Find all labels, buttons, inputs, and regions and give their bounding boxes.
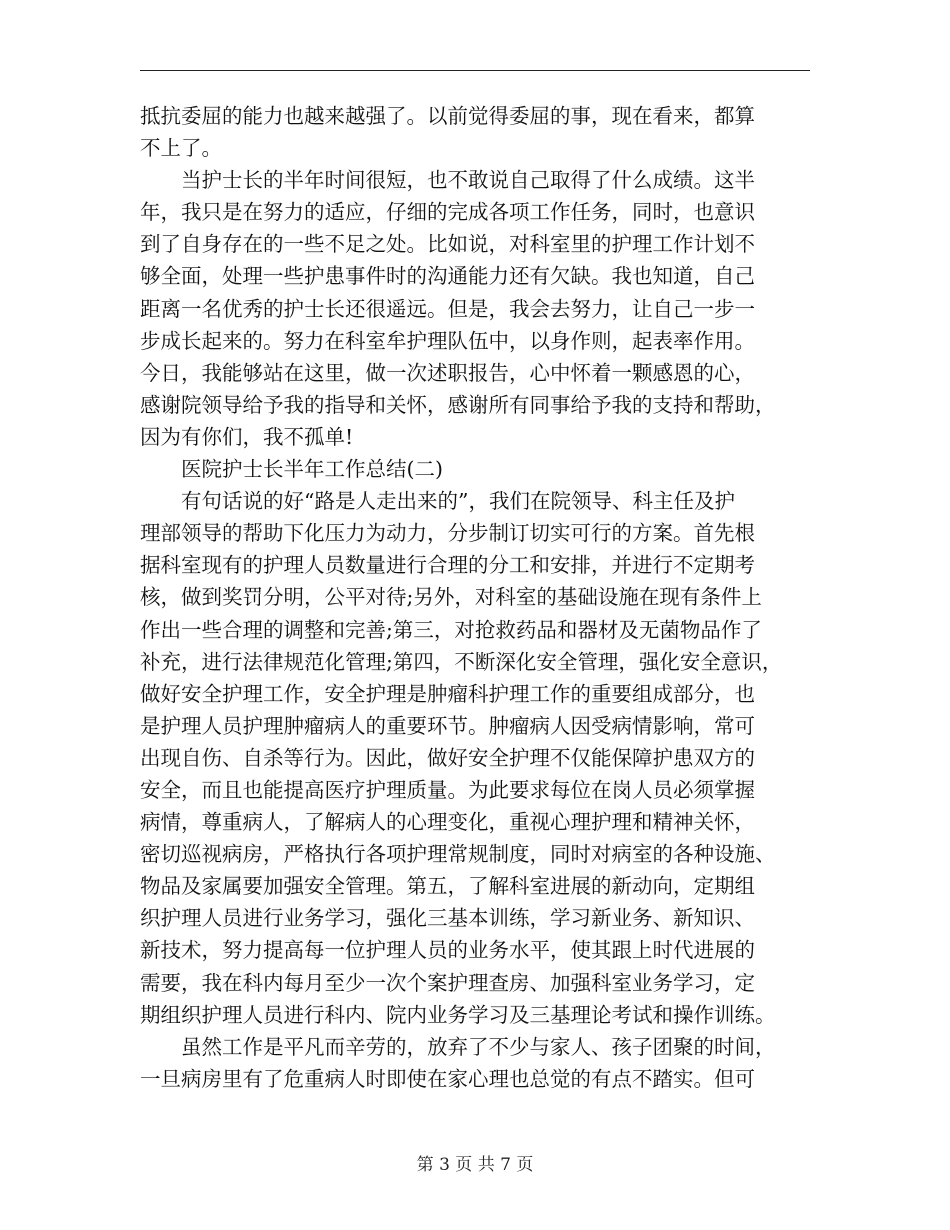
text-line: 虽然工作是平凡而辛劳的，放弃了不少与家人、孩子团聚的时间， [140,1034,776,1059]
text-line: 当护士长的半年时间很短，也不敢说自己取得了什么成绩。这半 [140,168,755,193]
text-line: 期组织护理人员进行科内、院内业务学习及三基理论考试和操作训练。 [140,1002,776,1027]
text-line: 今日，我能够站在这里，做一次述职报告，心中怀着一颗感恩的心， [140,360,755,385]
text-line: 补充，进行法律规范化管理;第四，不断深化安全管理，强化安全意识， [140,649,783,674]
text-line: 新技术，努力提高每一位护理人员的业务水平，使其跟上时代进展的 [140,938,755,963]
text-line: 据科室现有的护理人员数量进行合理的分工和安排，并进行不定期考 [140,553,755,578]
text-line: 距离一名优秀的护士长还很遥远。但是，我会去努力，让自己一步一 [140,296,755,321]
text-line: 物品及家属要加强安全管理。第五，了解科室进展的新动向，定期组 [140,874,755,899]
text-line: 出现自伤、自杀等行为。因此，做好安全护理不仅能保障护患双方的 [140,745,755,770]
text-line: 够全面，处理一些护患事件时的沟通能力还有欠缺。我也知道，自己 [140,264,755,289]
text-line: 因为有你们，我不孤单! [140,424,354,449]
text-line: 密切巡视病房，严格执行各项护理常规制度，同时对病室的各种设施、 [140,842,776,867]
text-line: 病情，尊重病人，了解病人的心理变化，重视心理护理和精神关怀， [140,810,755,835]
text-line: 步成长起来的。努力在科室牟护理队伍中，以身作则，起表率作用。 [140,328,755,353]
text-line: 是护理人员护理肿瘤病人的重要环节。肿瘤病人因受病情影响，常可 [140,713,755,738]
text-line: 有句话说的好“路是人走出来的”，我们在院领导、科主任及护 [140,489,735,514]
text-line: 抵抗委屈的能力也越来越强了。以前觉得委屈的事，现在看来，都算 [140,104,755,128]
text-line: 不上了。 [140,136,222,161]
text-line: 核，做到奖罚分明，公平对待;另外，对科室的基础设施在现有条件上 [140,585,762,610]
text-line: 到了自身存在的一些不足之处。比如说，对科室里的护理工作计划不 [140,232,755,257]
text-line: 感谢院领导给予我的指导和关怀，感谢所有同事给予我的支持和帮助， [140,392,776,417]
text-line: 安全，而且也能提高医疗护理质量。为此要求每位在岗人员必须掌握 [140,777,755,802]
page-number: 第 3 页 共 7 页 [416,1155,534,1175]
text-line: 织护理人员进行业务学习，强化三基本训练，学习新业务、新知识、 [140,906,755,931]
header-rule [140,70,810,71]
text-line: 做好安全护理工作，安全护理是肿瘤科护理工作的重要组成部分，也 [140,681,755,706]
text-line: 作出一些合理的调整和完善;第三，对抢救药品和器材及无菌物品作了 [140,617,762,642]
document-body [140,100,815,1095]
text-line: 年，我只是在努力的适应，仔细的完成各项工作任务，同时，也意识 [140,200,755,225]
text-line: 理部领导的帮助下化压力为动力，分步制订切实可行的方案。首先根 [140,521,755,546]
section-heading: 医院护士长半年工作总结(二) [140,457,443,482]
text-line: 需要，我在科内每月至少一次个案护理查房、加强科室业务学习，定 [140,970,755,995]
text-line: 一旦病房里有了危重病人时即使在家心理也总觉的有点不踏实。但可 [140,1066,755,1091]
